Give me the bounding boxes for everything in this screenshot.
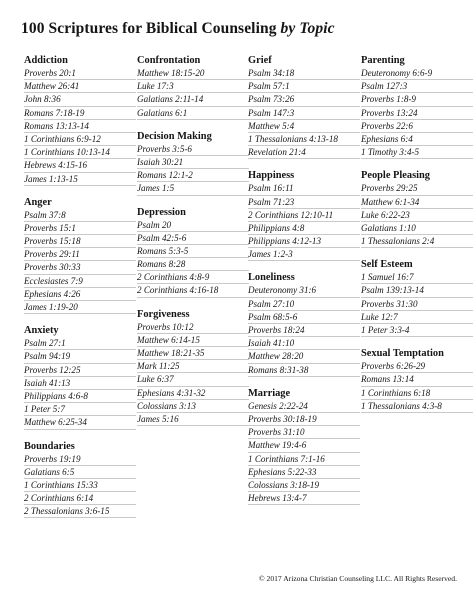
scripture-list [137,321,249,427]
scripture-reference: Psalm 42:5-6 [137,232,249,245]
scripture-reference: 2 Thessalonians 3:6-15 [24,505,136,518]
topic-section [24,54,136,186]
scripture-reference: James 1:2-3 [248,248,360,261]
topic-heading: People Pleasing [361,170,430,182]
topic-heading: Loneliness [248,272,295,284]
topic-section [24,324,136,429]
topic-heading: Happiness [248,170,295,182]
scripture-reference: 1 Peter 5:7 [24,403,136,416]
scripture-reference: Deuteronomy 6:6-9 [361,67,473,80]
title-main: 100 Scriptures for Biblical Counseling [21,20,277,37]
scripture-reference: Mark 11:25 [137,360,249,373]
scripture-reference: 1 Corinthians 10:13-14 [24,146,136,159]
scripture-reference: Matthew 6:14-15 [137,334,249,347]
scripture-reference: Matthew 18:15-20 [137,67,249,80]
topic-section [248,387,360,506]
scripture-reference: James 5:16 [137,413,249,426]
scripture-reference: Proverbs 10:12 [137,321,249,334]
title-emphasis: by Topic [280,20,335,37]
topic-heading: Anger [24,196,52,208]
scripture-reference: Hebrews 13:4-7 [248,492,360,505]
scripture-reference: Psalm 57:1 [248,80,360,93]
topic-section [361,347,473,413]
scripture-reference: Psalm 27:10 [248,298,360,311]
scripture-reference: Proverbs 29:11 [24,248,136,261]
scripture-reference: Philippians 4:12-13 [248,235,360,248]
scripture-reference: Colossians 3:13 [137,400,249,413]
scripture-reference: Psalm 139:13-14 [361,284,473,297]
scripture-reference: 1 Corinthians 6:18 [361,387,473,400]
scripture-reference: Psalm 71:23 [248,196,360,209]
topic-section [137,308,249,427]
scripture-reference: Psalm 94:19 [24,350,136,363]
topic-heading: Parenting [361,55,405,66]
scripture-reference: Psalm 147:3 [248,107,360,120]
scripture-reference: Galatians 1:10 [361,222,473,235]
scripture-reference: Proverbs 29:25 [361,182,473,195]
scripture-reference: 1 Peter 3:3-4 [361,324,473,337]
scripture-list [361,360,473,413]
scripture-list [24,209,136,315]
scripture-reference: Proverbs 1:8-9 [361,93,473,106]
topic-heading: Anxiety [24,325,59,337]
topic-section [248,54,360,159]
scripture-reference: Proverbs 30:33 [24,261,136,274]
scripture-reference: Ephesians 5:22-33 [248,466,360,479]
scripture-reference: Luke 17:3 [137,80,249,93]
scripture-reference: Colossians 3:18-19 [248,479,360,492]
topic-section [24,440,136,519]
topic-heading: Forgiveness [137,308,190,320]
scripture-reference: Proverbs 15:1 [24,222,136,235]
scripture-reference: Luke 6:37 [137,373,249,386]
scripture-list [137,143,249,196]
scripture-reference: James 1:5 [137,182,249,195]
scripture-reference: 1 Corinthians 15:33 [24,479,136,492]
scripture-reference: Ecclesiastes 7:9 [24,275,136,288]
scripture-reference: Psalm 37:8 [24,209,136,222]
scripture-reference: Deuteronomy 31:6 [248,284,360,297]
copyright-notice: © 2017 Arizona Christian Counseling LLC. All Rights Reserved. [258,574,457,583]
scripture-reference: 2 Corinthians 6:14 [24,492,136,505]
scripture-reference: Luke 6:22-23 [361,209,473,222]
scripture-reference: Hebrews 4:15-16 [24,159,136,172]
topic-section [24,196,136,315]
topic-column-2 [137,54,249,436]
scripture-reference: Matthew 6:25-34 [24,416,136,429]
scripture-reference: 1 Samuel 16:7 [361,271,473,284]
scripture-reference: 1 Thessalonians 2:4 [361,235,473,248]
scripture-reference: Galatians 6:1 [137,107,249,120]
scripture-reference: Matthew 18:21-35 [137,347,249,360]
scripture-reference: 1 Thessalonians 4:13-18 [248,133,360,146]
scripture-reference: Luke 12:7 [361,311,473,324]
topic-column-3 [248,54,360,515]
scripture-list [24,67,136,186]
scripture-reference: Proverbs 12:25 [24,364,136,377]
scripture-reference: Galatians 6:5 [24,466,136,479]
scripture-reference: Matthew 28:20 [248,350,360,363]
topic-section [137,130,249,196]
scripture-reference: Psalm 73:26 [248,93,360,106]
scripture-list [361,67,473,159]
scripture-reference: Romans 5:3-5 [137,245,249,258]
scripture-list [248,284,360,376]
topic-heading: Depression [137,206,186,218]
scripture-reference: Proverbs 31:30 [361,298,473,311]
scripture-reference: Proverbs 19:19 [24,453,136,466]
scripture-list [248,182,360,261]
scripture-reference: Proverbs 31:10 [248,426,360,439]
scripture-reference: Matthew 5:4 [248,120,360,133]
topic-column-1 [24,54,136,528]
scripture-reference: Isaiah 30:21 [137,156,249,169]
scripture-reference: Philippians 4:8 [248,222,360,235]
scripture-reference: Ephesians 6:4 [361,133,473,146]
scripture-reference: Psalm 20 [137,219,249,232]
topic-heading: Boundaries [24,440,75,452]
topic-heading: Confrontation [137,55,201,66]
scripture-list [361,271,473,337]
scripture-reference: Romans 8:31-38 [248,364,360,377]
scripture-reference: Ephesians 4:31-32 [137,387,249,400]
scripture-reference: Ephesians 4:26 [24,288,136,301]
scripture-reference: Romans 12:1-2 [137,169,249,182]
scripture-list [361,182,473,248]
scripture-reference: John 8:36 [24,93,136,106]
scripture-list [137,67,249,120]
scripture-reference: Psalm 34:18 [248,67,360,80]
scripture-reference: 1 Corinthians 6:9-12 [24,133,136,146]
scripture-reference: 1 Corinthians 7:1-16 [248,453,360,466]
scripture-reference: Proverbs 6:26-29 [361,360,473,373]
topic-section [137,54,249,120]
scripture-reference: Psalm 27:1 [24,337,136,350]
scripture-reference: Proverbs 22:6 [361,120,473,133]
scripture-reference: Proverbs 20:1 [24,67,136,80]
topic-section [248,169,360,261]
scripture-list [137,219,249,298]
scripture-reference: Romans 7:18-19 [24,107,136,120]
scripture-list [24,453,136,519]
scripture-list [24,337,136,429]
topic-heading: Decision Making [137,130,212,142]
scripture-reference: 2 Corinthians 4:16-18 [137,284,249,297]
scripture-reference: Proverbs 18:24 [248,324,360,337]
scripture-reference: Proverbs 30:18-19 [248,413,360,426]
topic-column-4 [361,54,473,423]
scripture-reference: Psalm 16:11 [248,182,360,195]
scripture-reference: Proverbs 15:18 [24,235,136,248]
scripture-reference: James 1:19-20 [24,301,136,314]
topic-heading: Sexual Temptation [361,348,444,360]
scripture-list [248,400,360,506]
scripture-list [248,67,360,159]
scripture-reference: Genesis 2:22-24 [248,400,360,413]
topic-heading: Grief [248,55,272,66]
topic-section [137,206,249,298]
topic-heading: Addiction [24,55,68,66]
scripture-reference: Isaiah 41:10 [248,337,360,350]
scripture-reference: Proverbs 3:5-6 [137,143,249,156]
scripture-reference: James 1:13-15 [24,173,136,186]
scripture-reference: Matthew 26:41 [24,80,136,93]
page-title [21,20,335,38]
topic-section [361,169,473,248]
topic-section [361,258,473,337]
topic-section [361,54,473,159]
scripture-reference: 2 Corinthians 12:10-11 [248,209,360,222]
scripture-reference: Romans 13:13-14 [24,120,136,133]
topic-section [248,271,360,376]
scripture-reference: Psalm 68:5-6 [248,311,360,324]
scripture-reference: Psalm 127:3 [361,80,473,93]
scripture-reference: Philippians 4:6-8 [24,390,136,403]
scripture-reference: 2 Corinthians 4:8-9 [137,271,249,284]
topic-heading: Marriage [248,387,291,399]
scripture-reference: Isaiah 41:13 [24,377,136,390]
scripture-reference: 1 Timothy 3:4-5 [361,146,473,159]
scripture-reference: Romans 13:14 [361,373,473,386]
scripture-reference: Proverbs 13:24 [361,107,473,120]
scripture-reference: Revelation 21:4 [248,146,360,159]
scripture-reference: Romans 8:28 [137,258,249,271]
topic-heading: Self Esteem [361,259,413,271]
scripture-reference: Matthew 6:1-34 [361,196,473,209]
scripture-reference: 1 Thessalonians 4:3-8 [361,400,473,413]
scripture-reference: Matthew 19:4-6 [248,439,360,452]
scripture-reference: Galatians 2:11-14 [137,93,249,106]
